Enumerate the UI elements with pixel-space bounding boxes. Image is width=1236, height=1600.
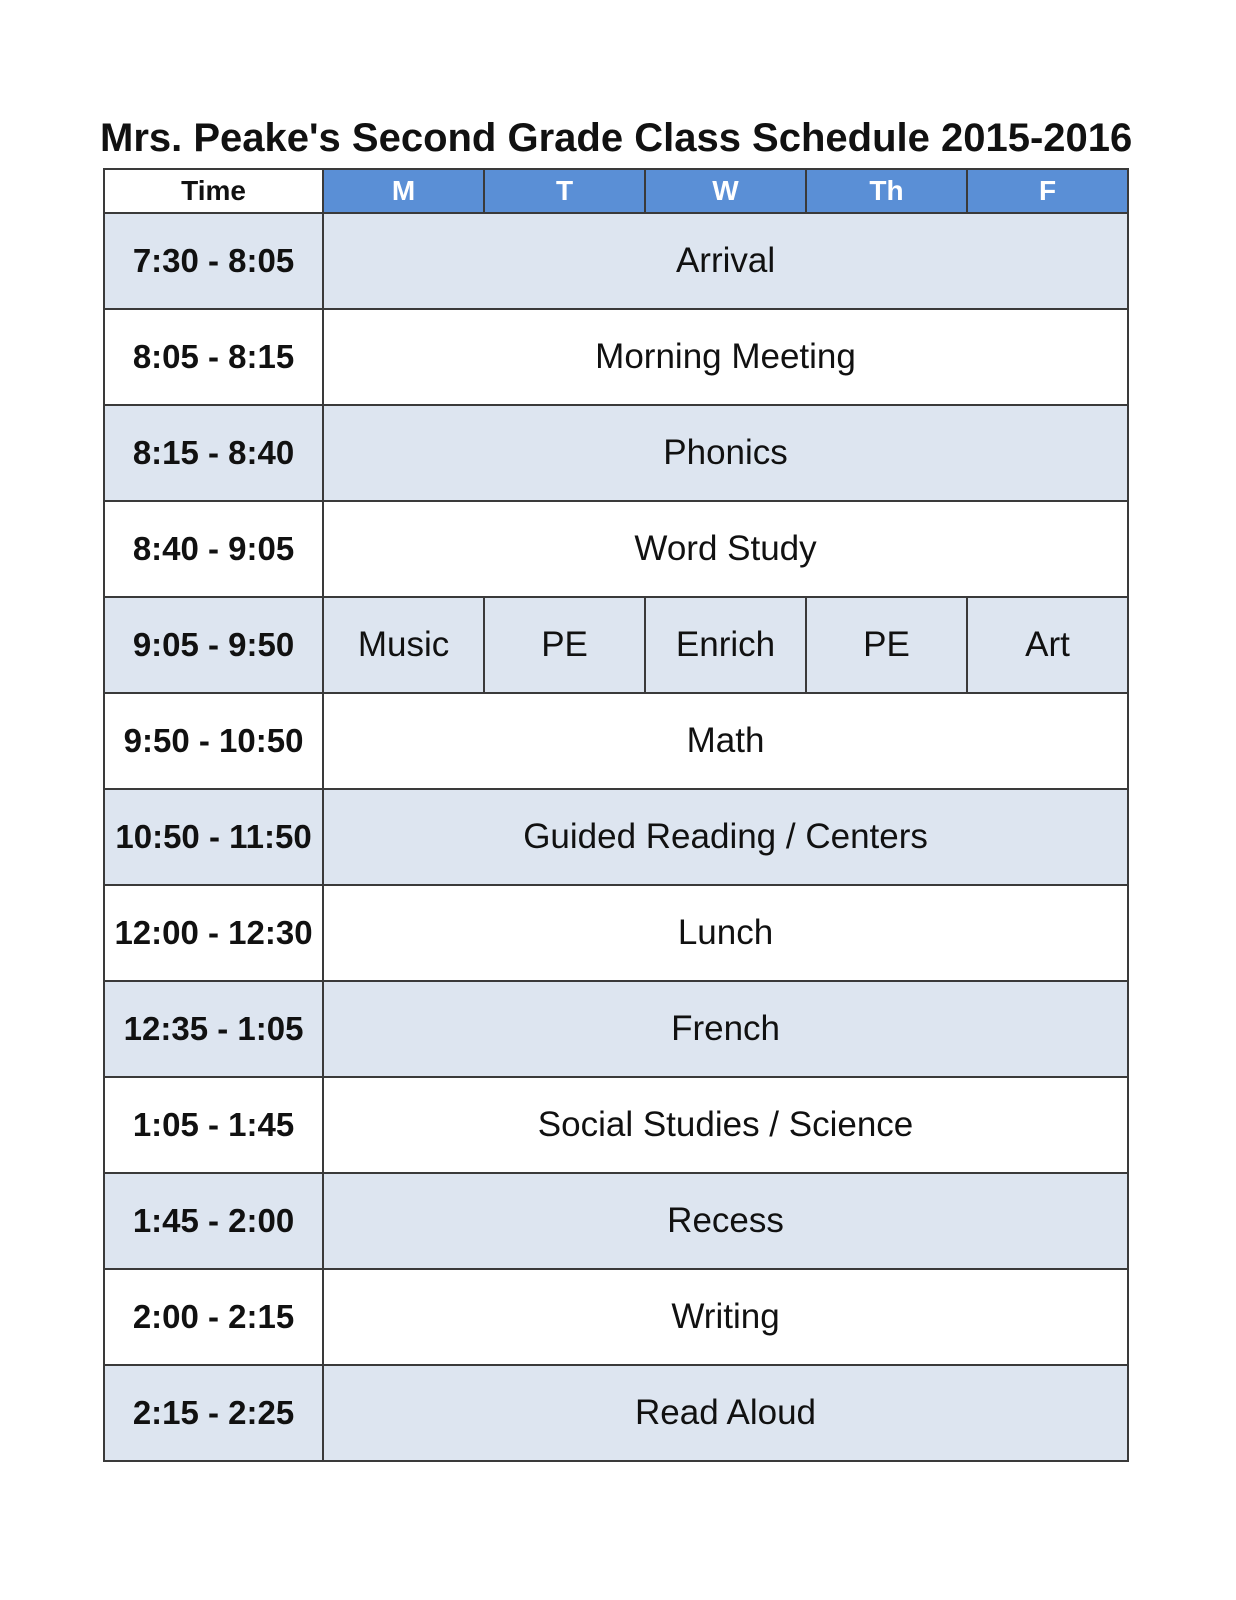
specials-cell: Music (323, 597, 484, 693)
time-cell: 2:15 - 2:25 (104, 1365, 323, 1461)
activity-cell: Lunch (323, 885, 1128, 981)
schedule-row (104, 213, 1128, 309)
time-cell: 12:35 - 1:05 (104, 981, 323, 1077)
activity-cell: French (323, 981, 1128, 1077)
day-header-wednesday: W (645, 169, 806, 213)
day-header-monday: M (323, 169, 484, 213)
time-cell: 9:05 - 9:50 (104, 597, 323, 693)
activity-cell: Read Aloud (323, 1365, 1128, 1461)
time-cell: 1:45 - 2:00 (104, 1173, 323, 1269)
activity-cell: Math (323, 693, 1128, 789)
activity-cell: Morning Meeting (323, 309, 1128, 405)
schedule-row (104, 405, 1128, 501)
time-cell: 2:00 - 2:15 (104, 1269, 323, 1365)
activity-cell: Recess (323, 1173, 1128, 1269)
time-column-header: Time (104, 169, 323, 213)
schedule-row (104, 1269, 1128, 1365)
activity-cell: Arrival (323, 213, 1128, 309)
specials-cell: Art (967, 597, 1128, 693)
activity-cell: Guided Reading / Centers (323, 789, 1128, 885)
schedule-row (104, 1173, 1128, 1269)
schedule-row (104, 981, 1128, 1077)
activity-cell: Phonics (323, 405, 1128, 501)
schedule-row (104, 501, 1128, 597)
schedule-row (104, 597, 1128, 693)
time-cell: 12:00 - 12:30 (104, 885, 323, 981)
header-row (104, 169, 1128, 213)
time-cell: 9:50 - 10:50 (104, 693, 323, 789)
activity-cell: Word Study (323, 501, 1128, 597)
schedule-row (104, 789, 1128, 885)
activity-cell: Social Studies / Science (323, 1077, 1128, 1173)
day-header-thursday: Th (806, 169, 967, 213)
time-cell: 8:40 - 9:05 (104, 501, 323, 597)
time-cell: 8:15 - 8:40 (104, 405, 323, 501)
activity-cell: Writing (323, 1269, 1128, 1365)
schedule-row (104, 693, 1128, 789)
day-header-friday: F (967, 169, 1128, 213)
specials-cell: PE (484, 597, 645, 693)
time-cell: 1:05 - 1:45 (104, 1077, 323, 1173)
time-cell: 7:30 - 8:05 (104, 213, 323, 309)
page-title: Mrs. Peake's Second Grade Class Schedule 2015-2016 (100, 116, 1133, 160)
time-cell: 8:05 - 8:15 (104, 309, 323, 405)
specials-cell: PE (806, 597, 967, 693)
specials-cell: Enrich (645, 597, 806, 693)
schedule-row (104, 309, 1128, 405)
schedule-row (104, 1077, 1128, 1173)
day-header-tuesday: T (484, 169, 645, 213)
time-cell: 10:50 - 11:50 (104, 789, 323, 885)
schedule-row (104, 1365, 1128, 1461)
schedule-table (103, 168, 1129, 1462)
schedule-row (104, 885, 1128, 981)
schedule-body (104, 213, 1128, 1461)
